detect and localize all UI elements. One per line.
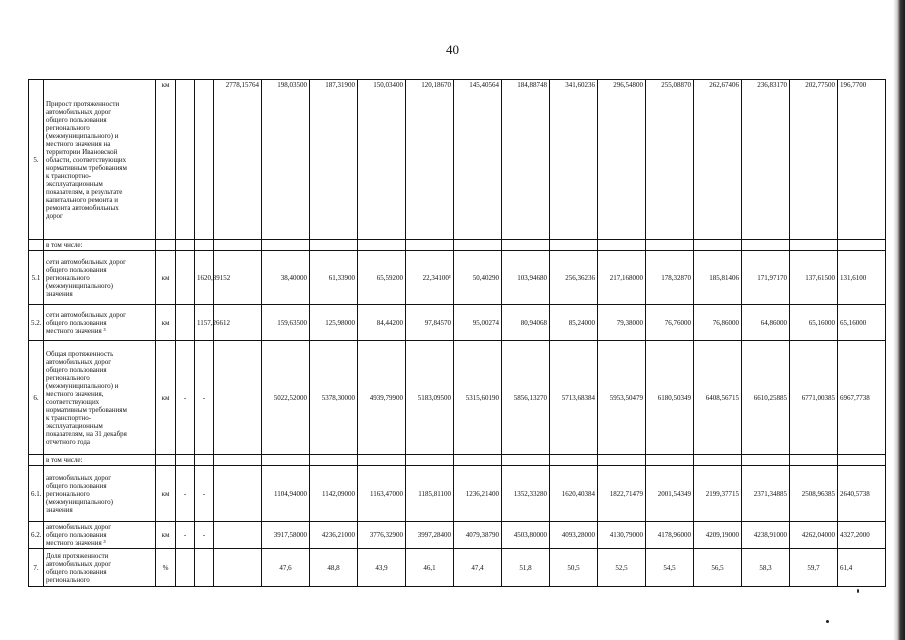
empty-cell — [694, 240, 742, 251]
value-cell: 1163,47000 — [358, 466, 406, 522]
empty-cell — [598, 455, 646, 466]
unit-cell: км — [156, 522, 176, 549]
value-cell: 61,33900 — [310, 251, 358, 305]
value-cell: 76,76000 — [646, 305, 694, 341]
empty-cell — [214, 341, 262, 455]
empty-cell — [838, 455, 886, 466]
description-line: сети автомобильных дорог — [46, 310, 126, 319]
value-cell: 2508,96385 — [790, 466, 838, 522]
row-description — [44, 80, 156, 240]
row-description — [44, 466, 156, 522]
value-cell: 85,24000 — [550, 305, 598, 341]
value-cell: 59,7 — [790, 549, 838, 587]
table-row — [29, 80, 886, 240]
value-cell: 2199,37715 — [694, 466, 742, 522]
empty-cell — [358, 455, 406, 466]
description-line: автомобильных дорог — [46, 107, 112, 116]
value-cell: 159,63500 — [262, 305, 310, 341]
empty-cell — [838, 240, 886, 251]
row-description — [44, 251, 156, 305]
value-cell: 6408,56715 — [694, 341, 742, 455]
base-col-1 — [176, 549, 195, 587]
description-line: капитального ремонта и — [46, 195, 119, 204]
description-line: общего пользования — [46, 318, 107, 327]
description-line: дорог — [46, 211, 63, 220]
table-body — [29, 80, 886, 587]
unit-cell: км — [156, 251, 176, 305]
indicators-table — [28, 79, 886, 587]
description-line: показателям, на 31 декабря — [46, 429, 127, 438]
value-cell: 196,7700 — [838, 80, 886, 240]
description-line: регионального — [46, 489, 90, 498]
empty-cell — [214, 455, 262, 466]
row-id-cell: 7. — [29, 549, 44, 587]
value-cell: 184,88748 — [502, 80, 550, 240]
value-cell: 131,6100 — [838, 251, 886, 305]
value-cell: 1352,33280 — [502, 466, 550, 522]
row-id-cell — [29, 455, 44, 466]
description-line: Доля протяженности — [46, 551, 109, 560]
value-cell: 2371,34885 — [742, 466, 790, 522]
description-line: значения — [46, 505, 73, 514]
empty-cell — [406, 240, 454, 251]
value-cell: 95,00274 — [454, 305, 502, 341]
table-row — [29, 305, 886, 341]
value-cell: 3917,58000 — [262, 522, 310, 549]
value-cell: 4209,19000 — [694, 522, 742, 549]
value-cell: 51,8 — [502, 549, 550, 587]
empty-cell — [176, 455, 195, 466]
empty-cell — [214, 549, 262, 587]
row-id-cell: 5.1 — [29, 251, 44, 305]
value-cell: 4262,04000 — [790, 522, 838, 549]
description-line: автомобильных дорог — [46, 523, 112, 531]
description-line: общего пользования — [46, 365, 107, 374]
empty-cell — [598, 240, 646, 251]
empty-cell — [550, 455, 598, 466]
empty-cell — [156, 455, 176, 466]
value-cell: 80,94068 — [502, 305, 550, 341]
base-col-2: 1157,26612 — [195, 305, 214, 341]
empty-cell — [742, 240, 790, 251]
base-col-2: - — [195, 341, 214, 455]
subheader-label: в том числе: — [44, 455, 156, 466]
value-cell: 150,03400 — [358, 80, 406, 240]
description-line: регионального — [46, 123, 90, 132]
empty-cell — [742, 455, 790, 466]
description-line: к транспортно- — [46, 413, 92, 422]
value-cell: 120,18670 — [406, 80, 454, 240]
empty-cell — [195, 240, 214, 251]
value-cell: 61,4 — [838, 549, 886, 587]
value-cell: 2640,5738 — [838, 466, 886, 522]
empty-cell — [646, 240, 694, 251]
description-line: регионального — [46, 575, 90, 584]
value-cell: 79,38000 — [598, 305, 646, 341]
value-cell: 171,97170 — [742, 251, 790, 305]
value-cell: 1185,81100 — [406, 466, 454, 522]
unit-cell: км — [156, 466, 176, 522]
row-description — [44, 305, 156, 341]
value-cell: 256,36236 — [550, 251, 598, 305]
description-line: области, соответствующих — [46, 155, 127, 164]
value-cell: 5856,13270 — [502, 341, 550, 455]
empty-cell — [176, 240, 195, 251]
page-number: 40 — [446, 42, 459, 57]
value-cell: 84,44200 — [358, 305, 406, 341]
value-cell: 64,86000 — [742, 305, 790, 341]
description-line: местного значения ³ — [46, 539, 106, 547]
scan-edge-shadow — [893, 0, 905, 640]
base-col-1: - — [176, 466, 195, 522]
value-cell: 5022,52000 — [262, 341, 310, 455]
value-cell: 198,03500 — [262, 80, 310, 240]
value-cell: 6771,00385 — [790, 341, 838, 455]
table-row — [29, 522, 886, 549]
description-line: эксплуатационным — [46, 179, 103, 188]
value-cell: 4939,79900 — [358, 341, 406, 455]
value-cell: 97,84570 — [406, 305, 454, 341]
value-cell: 43,9 — [358, 549, 406, 587]
value-cell: 6610,25885 — [742, 341, 790, 455]
description-line: местного значения, — [46, 389, 104, 398]
value-cell: 6967,7738 — [838, 341, 886, 455]
value-cell: 4130,79000 — [598, 522, 646, 549]
base-col-1 — [176, 251, 195, 305]
description-line: автомобильных дорог — [46, 473, 112, 482]
value-cell: 103,94680 — [502, 251, 550, 305]
base-col-2: - — [195, 466, 214, 522]
value-cell: 6180,50349 — [646, 341, 694, 455]
description-line: сети автомобильных дорог — [46, 257, 126, 266]
row-description — [44, 549, 156, 587]
empty-cell — [195, 455, 214, 466]
unit-cell: км — [156, 341, 176, 455]
description-line: эксплуатационным — [46, 421, 103, 430]
empty-cell — [214, 522, 262, 549]
value-cell: 1104,94000 — [262, 466, 310, 522]
value-cell: 50,5 — [550, 549, 598, 587]
value-cell: 145,40564 — [454, 80, 502, 240]
description-line: местного значения ³ — [46, 326, 106, 335]
value-cell: 56,5 — [694, 549, 742, 587]
subheader-row — [29, 455, 886, 466]
description-line: соответствующих — [46, 397, 100, 406]
value-cell: 2001,54349 — [646, 466, 694, 522]
value-cell: 1236,21400 — [454, 466, 502, 522]
empty-cell — [156, 240, 176, 251]
description-line: Прирост протяженности — [46, 99, 120, 108]
description-line: общего пользования — [46, 531, 107, 539]
description-line: регионального — [46, 273, 90, 282]
value-cell: 58,3 — [742, 549, 790, 587]
value-cell: 5953,50479 — [598, 341, 646, 455]
value-cell: 5378,30000 — [310, 341, 358, 455]
empty-cell — [646, 455, 694, 466]
description-line: общего пользования — [46, 567, 107, 576]
value-cell: 255,08870 — [646, 80, 694, 240]
description-line: значения — [46, 289, 73, 298]
value-cell: 5315,60190 — [454, 341, 502, 455]
description-line: территории Ивановской — [46, 147, 118, 156]
value-cell: 4093,28000 — [550, 522, 598, 549]
base-col-1 — [176, 80, 195, 240]
description-line: общего пользования — [46, 265, 107, 274]
value-cell: 4327,2000 — [838, 522, 886, 549]
value-cell: 202,77500 — [790, 80, 838, 240]
row-id-cell: 5.2. — [29, 305, 44, 341]
description-line: (межмуниципального) — [46, 497, 113, 506]
description-line: отчетного года — [46, 437, 91, 446]
empty-cell — [214, 240, 262, 251]
value-cell: 65,59200 — [358, 251, 406, 305]
value-cell: 3776,32900 — [358, 522, 406, 549]
description-line: местного значения на — [46, 139, 111, 148]
base-col-1: - — [176, 341, 195, 455]
row-id-cell: 6.2. — [29, 522, 44, 549]
empty-cell — [502, 240, 550, 251]
description-line: общего пользования — [46, 481, 107, 490]
unit-cell: км — [156, 80, 176, 240]
description-line: автомобильных дорог — [46, 357, 112, 366]
value-cell: 125,98000 — [310, 305, 358, 341]
empty-cell — [454, 455, 502, 466]
value-cell: 296,54800 — [598, 80, 646, 240]
description-line: показателям, в результате — [46, 187, 123, 196]
empty-cell — [358, 240, 406, 251]
value-cell: 76,86000 — [694, 305, 742, 341]
base-col-2: - — [195, 522, 214, 549]
empty-cell — [262, 240, 310, 251]
value-cell: 54,5 — [646, 549, 694, 587]
value-cell: 50,40290 — [454, 251, 502, 305]
value-cell: 38,40000 — [262, 251, 310, 305]
table-row — [29, 341, 886, 455]
value-cell: 65,16000 — [790, 305, 838, 341]
row-id-cell: 6.1. — [29, 466, 44, 522]
row-id-cell: 5. — [29, 80, 44, 240]
value-cell: 3997,28400 — [406, 522, 454, 549]
value-cell: 22,34100¹ — [406, 251, 454, 305]
empty-cell — [310, 455, 358, 466]
description-line: к транспортно- — [46, 171, 92, 180]
empty-cell — [310, 240, 358, 251]
value-cell: 46,1 — [406, 549, 454, 587]
value-cell: 5713,68384 — [550, 341, 598, 455]
empty-cell — [502, 455, 550, 466]
empty-cell — [694, 455, 742, 466]
table-row — [29, 466, 886, 522]
base-col-2 — [195, 80, 214, 240]
row-id-cell — [29, 240, 44, 251]
value-cell: 2778,15764 — [214, 80, 262, 240]
value-cell: 187,31900 — [310, 80, 358, 240]
value-cell: 5183,09500 — [406, 341, 454, 455]
value-cell: 47,6 — [262, 549, 310, 587]
unit-cell: % — [156, 549, 176, 587]
empty-cell — [790, 240, 838, 251]
value-cell: 1822,71479 — [598, 466, 646, 522]
empty-cell — [214, 466, 262, 522]
subheader-label: в том числе: — [44, 240, 156, 251]
scan-speck — [857, 589, 859, 593]
description-line: (межмуниципального) и — [46, 131, 119, 140]
value-cell: 185,81406 — [694, 251, 742, 305]
unit-cell: км — [156, 305, 176, 341]
table-row — [29, 549, 886, 587]
base-col-2: 1620,89152 — [195, 251, 214, 305]
value-cell: 52,5 — [598, 549, 646, 587]
base-col-1 — [176, 305, 195, 341]
description-line: нормативным требованиям — [46, 405, 127, 414]
empty-cell — [550, 240, 598, 251]
value-cell: 236,83170 — [742, 80, 790, 240]
empty-cell — [406, 455, 454, 466]
description-line: нормативным требованиям — [46, 163, 127, 172]
value-cell: 4238,91000 — [742, 522, 790, 549]
value-cell: 137,61500 — [790, 251, 838, 305]
description-line: (межмуниципального) — [46, 281, 113, 290]
value-cell: 4503,80000 — [502, 522, 550, 549]
scan-speck — [826, 620, 829, 623]
description-line: (межмуниципального) и — [46, 381, 119, 390]
description-line: общего пользования — [46, 115, 107, 124]
value-cell: 178,32870 — [646, 251, 694, 305]
value-cell: 4079,38790 — [454, 522, 502, 549]
empty-cell — [262, 455, 310, 466]
subheader-row — [29, 240, 886, 251]
value-cell: 262,67406 — [694, 80, 742, 240]
description-line: регионального — [46, 373, 90, 382]
value-cell: 47,4 — [454, 549, 502, 587]
empty-cell — [454, 240, 502, 251]
value-cell: 1620,40384 — [550, 466, 598, 522]
description-line: Общая протяженность — [46, 349, 114, 358]
description-line: ремонта автомобильных — [46, 203, 119, 212]
description-line: автомобильных дорог — [46, 559, 112, 568]
value-cell: 4236,21000 — [310, 522, 358, 549]
value-cell: 4178,96000 — [646, 522, 694, 549]
value-cell: 48,8 — [310, 549, 358, 587]
row-description — [44, 522, 156, 549]
value-cell: 341,60236 — [550, 80, 598, 240]
row-description — [44, 341, 156, 455]
empty-cell — [790, 455, 838, 466]
row-id-cell: 6. — [29, 341, 44, 455]
value-cell: 1142,09000 — [310, 466, 358, 522]
base-col-1: - — [176, 522, 195, 549]
table-row — [29, 251, 886, 305]
value-cell: 217,168000 — [598, 251, 646, 305]
base-col-2 — [195, 549, 214, 587]
value-cell: 65,16000 — [838, 305, 886, 341]
